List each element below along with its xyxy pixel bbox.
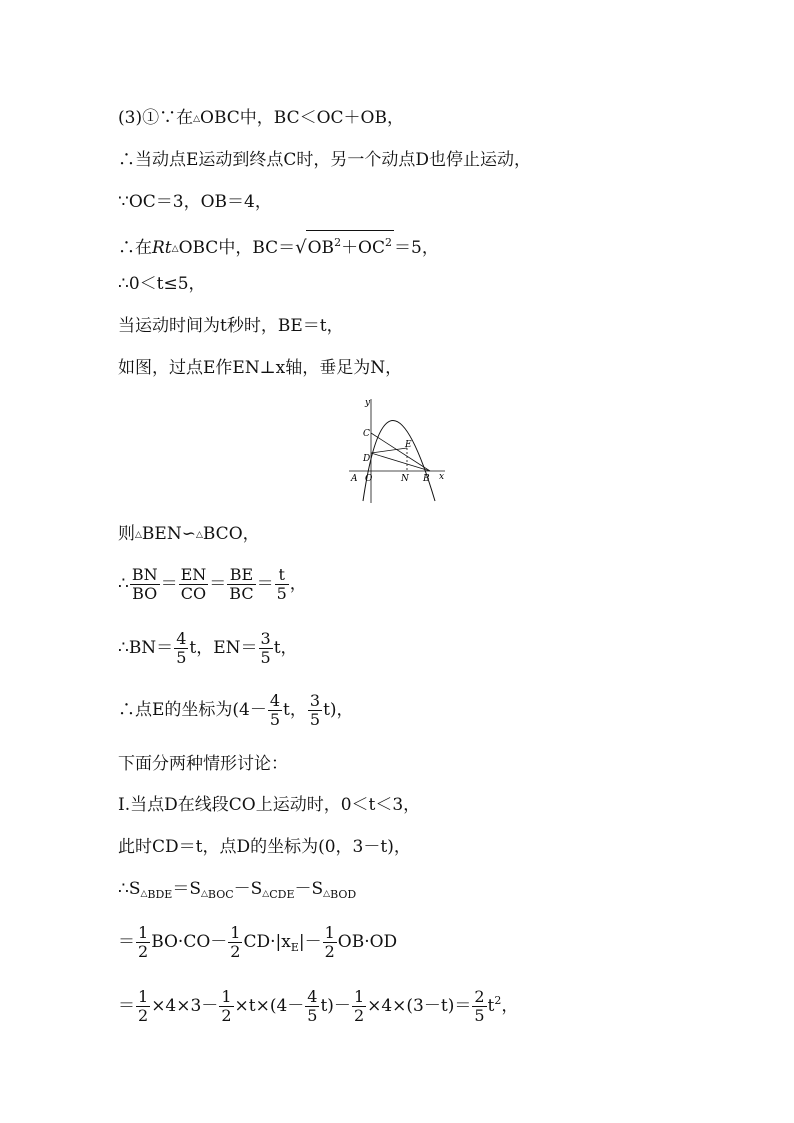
fraction: $\frac{3}{5}$ [260, 629, 271, 667]
fig-label-e: E [405, 440, 412, 450]
fraction: $\frac{1}{2}$ [221, 987, 232, 1025]
fraction: $\frac{1}{2}$ [138, 923, 149, 961]
line-8: 则△BEN∽△BCO， [118, 524, 260, 544]
line-10: ∴BN＝ $\frac{4}{5}$ t，EN＝ $\frac{3}{5}$ t， [118, 629, 298, 667]
line-9: ∴ $\frac{BN}{BO}$ ＝ $\frac{EN}{CO}$ ＝ $\frac{BE}{BC}$ ＝ $\frac{t}{5}$ ， [118, 565, 307, 603]
fraction: $\frac{BN}{BO}$ [131, 565, 158, 603]
fig-label-c: C [363, 429, 370, 439]
fraction: $\frac{t}{5}$ [276, 565, 287, 603]
line-13: Ⅰ.当点D在线段CO上运动时，0＜t＜3， [118, 795, 421, 815]
fig-label-d: D [363, 454, 371, 464]
line-5: ∴0＜t≤5， [118, 274, 206, 294]
fraction: $\frac{BE}{BC}$ [229, 565, 254, 603]
fig-label-o: O [365, 474, 373, 484]
line-11: ∴点E的坐标为(4－ $\frac{4}{5}$ t， $\frac{3}{5}$ t)， [118, 691, 354, 729]
line-12: 下面分两种情形讨论： [118, 754, 288, 774]
line-3: ∵OC＝3，OB＝4， [118, 192, 272, 212]
triangle-symbol: △ [195, 530, 203, 540]
fig-label-b: B [423, 474, 430, 484]
fraction: $\frac{2}{5}$ [474, 987, 485, 1025]
line-16: ＝ $\frac{1}{2}$ BO·CO－ $\frac{1}{2}$ $CD\cdot|x_E|-$ $\frac{1}{2}$ OB·OD [118, 923, 398, 961]
line-2: ∴当动点E运动到终点C时，另一个动点D也停止运动， [118, 150, 532, 170]
line-6: 当运动时间为t秒时，BE＝t， [118, 316, 344, 336]
line-7: 如图，过点E作EN⊥x轴，垂足为N， [118, 358, 403, 378]
fraction: $\frac{1}{2}$ [324, 923, 335, 961]
line-1: (3)①∵在△OBC中，BC＜OC＋OB， [118, 108, 404, 128]
fraction: $\frac{1}{2}$ [138, 987, 149, 1025]
sqrt-expression: $OB^2+OC^2$ [306, 230, 394, 260]
fig-label-n: N [401, 474, 409, 484]
line-17: ＝ $\frac{1}{2}$ ×4×3－ $\frac{1}{2}$ ×t×(4－ $\frac{4}{5}$ t)－ $\frac{1}{2}$ ×4×(3－t)＝ $\frac{2}{5}$ $t^2$， [118, 987, 519, 1025]
fraction: $\frac{EN}{CO}$ [180, 565, 207, 603]
fig-label-a: A [351, 474, 358, 484]
line-4: ∴在Rt△OBC中，$BC=√OB^2+OC^2 =5$， [118, 230, 439, 261]
fraction: $\frac{1}{2}$ [230, 923, 241, 961]
line-15: $\therefore S_{\triangle BDE}=S_{\triangle BOC}-S_{\triangle CDE}-S_{\triangle BOD}$ [118, 879, 357, 901]
triangle-symbol: △ [135, 530, 142, 540]
fig-label-y: y [365, 398, 371, 408]
parabola-figure [345, 395, 450, 505]
triangle-symbol: △ [193, 114, 201, 124]
fraction: $\frac{1}{2}$ [353, 987, 365, 1025]
fig-label-x: x [439, 472, 445, 482]
fraction: $\frac{4}{5}$ [269, 691, 281, 729]
radical-sign: √ [295, 237, 307, 258]
fraction: $\frac{4}{5}$ [176, 629, 187, 667]
triangle-symbol: △ [171, 244, 179, 254]
line-14: 此时CD＝t，点D的坐标为(0，3－t)， [118, 837, 411, 857]
fraction: $\frac{4}{5}$ [307, 987, 318, 1025]
fraction: $\frac{3}{5}$ [309, 691, 321, 729]
